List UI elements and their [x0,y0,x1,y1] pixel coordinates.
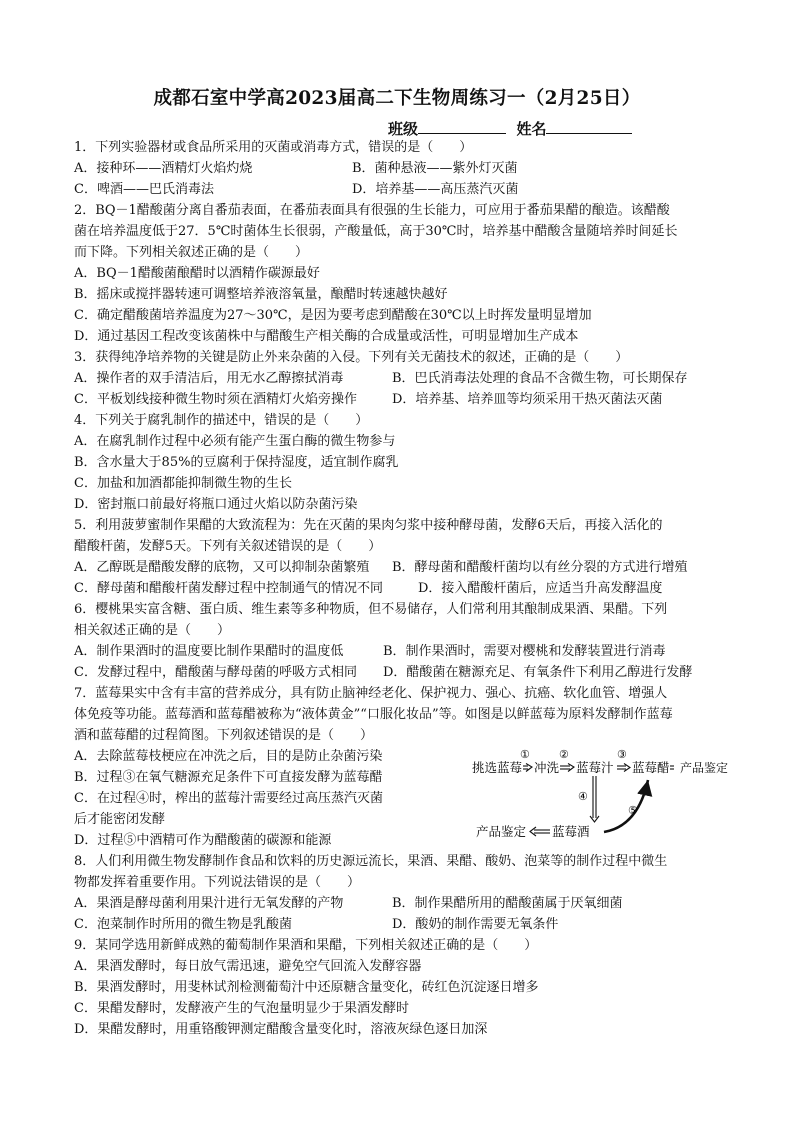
arrow-wine-to-eval [530,827,550,836]
step-wash: 冲洗 [534,760,560,775]
q5-stem-1: 5．利用菠萝蜜制作果醋的大致流程为：先在灭菌的果肉匀浆中接种酵母菌，发酵6天后，再接入活化的 [74,518,663,533]
circled-1: ① [520,748,530,761]
q8-option-a: A．果酒是酵母菌利用果汁进行无氧发酵的产物 [74,896,344,911]
step-blueberry-juice: 蓝莓汁 [576,760,614,775]
q6-option-c: C．发酵过程中，醋酸菌与酵母菌的呼吸方式相同 [74,665,357,680]
name-blank[interactable] [546,118,632,134]
step-blueberry-wine: 蓝莓酒 [552,824,590,839]
q1-option-a: A．接种环——酒精灯火焰灼烧 [74,161,253,176]
q3-stem: 3．获得纯净培养物的关键是防止外来杂菌的入侵。下列有关无菌技术的叙述，正确的是（ ） [74,350,629,365]
class-blank[interactable] [418,118,506,134]
q9-option-c: C．果醋发酵时，发酵液产生的气泡量明显少于果酒发酵时 [74,1001,409,1016]
q6-option-a: A．制作果酒时的温度要比制作果醋时的温度低 [74,644,344,659]
q6-option-b: B．制作果酒时，需要对樱桃和发酵装置进行消毒 [383,644,666,659]
q2-option-b: B．摇床或搅拌器转速可调整培养液溶氧量，酿醋时转速越快越好 [74,287,448,302]
q3-option-c: C．平板划线接种微生物时须在酒精灯火焰旁操作 [74,392,357,407]
q2-stem-1: 2．BQ－1醋酸菌分离自番茄表面，在番茄表面具有很强的生长能力，可应用于番茄果醋的酿造。该醋酸 [74,203,670,218]
q5-option-c: C．酵母菌和醋酸杆菌发酵过程中控制通气的情况不同 [74,581,383,596]
q4-option-c: C．加盐和加酒都能抑制微生物的生长 [74,476,292,491]
q1-option-d: D．培养基——高压蒸汽灭菌 [352,182,519,197]
blueberry-process-diagram [472,740,734,846]
circled-3: ③ [617,748,627,761]
q7-option-d: D．过程⑤中酒精可作为醋酸菌的碳源和能源 [74,833,332,848]
eval-bottom-label: 产品鉴定 [476,824,527,839]
class-name-line [388,118,632,139]
q8-stem-2: 物都发挥着重要作用。下列说法错误的是（ ） [74,875,361,890]
q4-option-a: A．在腐乳制作过程中必须有能产生蛋白酶的微生物参与 [74,434,396,449]
q2-option-a: A．BQ－1醋酸菌酿醋时以酒精作碳源最好 [74,266,320,281]
q1-option-c: C．啤酒——巴氏消毒法 [74,182,214,197]
q8-stem-1: 8．人们利用微生物发酵制作食品和饮料的历史源远流长，果酒、果醋、酸奶、泡菜等的制作过程中微生 [74,854,668,869]
q5-option-d: D．接入醋酸杆菌后，应适当升高发酵温度 [418,581,663,596]
arrow-step-1 [523,764,532,772]
q2-option-c: C．确定醋酸菌培养温度为27～30℃，是因为要考虑到醋酸在30℃以上时挥发量明显增加 [74,308,592,323]
q2-option-d: D．通过基因工程改变该菌株中与醋酸生产相关酶的合成量或活性，可明显增加生产成本 [74,329,579,344]
class-label: 班级 [388,120,419,138]
q9-stem: 9．某同学选用新鲜成熟的葡萄制作果酒和果醋，下列相关叙述正确的是（ ） [74,938,538,953]
arrow-step-3 [617,764,630,772]
q7-stem-1: 7．蓝莓果实中含有丰富的营养成分，具有防止脑神经老化、保护视力、强心、抗癌、软化血管、增强人 [74,686,668,701]
q3-option-d: D．培养基、培养皿等均须采用干热灭菌法灭菌 [392,392,663,407]
step-blueberry-vinegar: 蓝莓醋 [632,760,670,775]
q4-option-b: B．含水量大于85%的豆腐利于保持湿度，适宜制作腐乳 [74,455,399,470]
q6-stem-2: 相关叙述正确的是（ ） [74,623,231,638]
page-title: 成都石室中学高2023届高二下生物周练习一（2月25日） [153,88,641,109]
q7-stem-3: 酒和蓝莓醋的过程简图。下列叙述错误的是（ ） [74,728,374,743]
q5-stem-2: 醋酸杆菌，发酵5天。下列有关叙述错误的是（ ） [74,539,382,554]
q8-option-c: C．泡菜制作时所用的微生物是乳酸菌 [74,917,292,932]
arrow-step-5 [604,780,648,832]
arrow-to-eval-top [670,766,674,769]
circled-5: ⑤ [628,804,638,817]
name-label: 姓名 [516,120,547,138]
q1-option-b: B．菌种悬液——紫外灯灭菌 [352,161,518,176]
eval-top-label: 产品鉴定 [680,761,729,775]
arrow-step-4 [590,776,599,822]
q2-stem-3: 而下降。下列相关叙述正确的是（ ） [74,245,309,260]
step-pick-blueberry: 挑选蓝莓 [472,760,523,775]
q3-option-b: B．巴氏消毒法处理的食品不含微生物，可长期保存 [392,371,688,386]
arrow-step-2 [560,764,574,772]
q9-option-d: D．果醋发酵时，用重铬酸钾测定醋酸含量变化时，溶液灰绿色逐日加深 [74,1022,488,1037]
q6-stem-1: 6．樱桃果实富含糖、蛋白质、维生素等多种物质，但不易储存，人们常利用其酿制成果酒、果醋。下列 [74,602,668,617]
circled-2: ② [559,748,569,761]
q9-option-a: A．果酒发酵时，每日放气需迅速，避免空气回流入发酵容器 [74,959,422,974]
q5-option-b: B．酵母菌和醋酸杆菌均以有丝分裂的方式进行增殖 [392,560,688,575]
q9-option-b: B．果酒发酵时，用斐林试剂检测葡萄汁中还原糖含量变化，砖红色沉淀逐日增多 [74,980,539,995]
q3-option-a: A．操作者的双手清洁后，用无水乙醇擦拭消毒 [74,371,344,386]
q5-option-a: A．乙醇既是醋酸发酵的底物，又可以抑制杂菌繁殖 [74,560,370,575]
q7-option-b: B．过程③在氧气糖源充足条件下可直接发酵为蓝莓醋 [74,770,383,785]
q4-option-d: D．密封瓶口前最好将瓶口通过火焰以防杂菌污染 [74,497,358,512]
q7-option-c-1: C．在过程④时，榨出的蓝莓汁需要经过高压蒸汽灭菌 [74,791,383,806]
q4-stem: 4．下列关于腐乳制作的描述中，错误的是（ ） [74,413,369,428]
q8-option-b: B．制作果醋所用的醋酸菌属于厌氧细菌 [392,896,623,911]
q7-stem-2: 体免疫等功能。蓝莓酒和蓝莓醋被称为“液体黄金”“口服化妆品”等。如图是以鲜蓝莓为原料发酵制作蓝莓 [74,707,673,722]
q6-option-d: D．醋酸菌在糖源充足、有氧条件下利用乙醇进行发酵 [383,665,693,680]
q8-option-d: D．酸奶的制作需要无氧条件 [392,917,559,932]
q2-stem-2: 菌在培养温度低于27．5℃时菌体生长很弱，产酸量低，高于30℃时，培养基中醋酸含量随培养时间延长 [74,224,678,239]
q7-option-a: A．去除蓝莓枝梗应在冲洗之后，目的是防止杂菌污染 [74,749,383,764]
q7-option-c-2: 后才能密闭发酵 [74,812,166,827]
circled-4: ④ [578,790,588,803]
q1-stem: 1．下列实验器材或食品所采用的灭菌或消毒方式，错误的是（ ） [74,140,473,155]
